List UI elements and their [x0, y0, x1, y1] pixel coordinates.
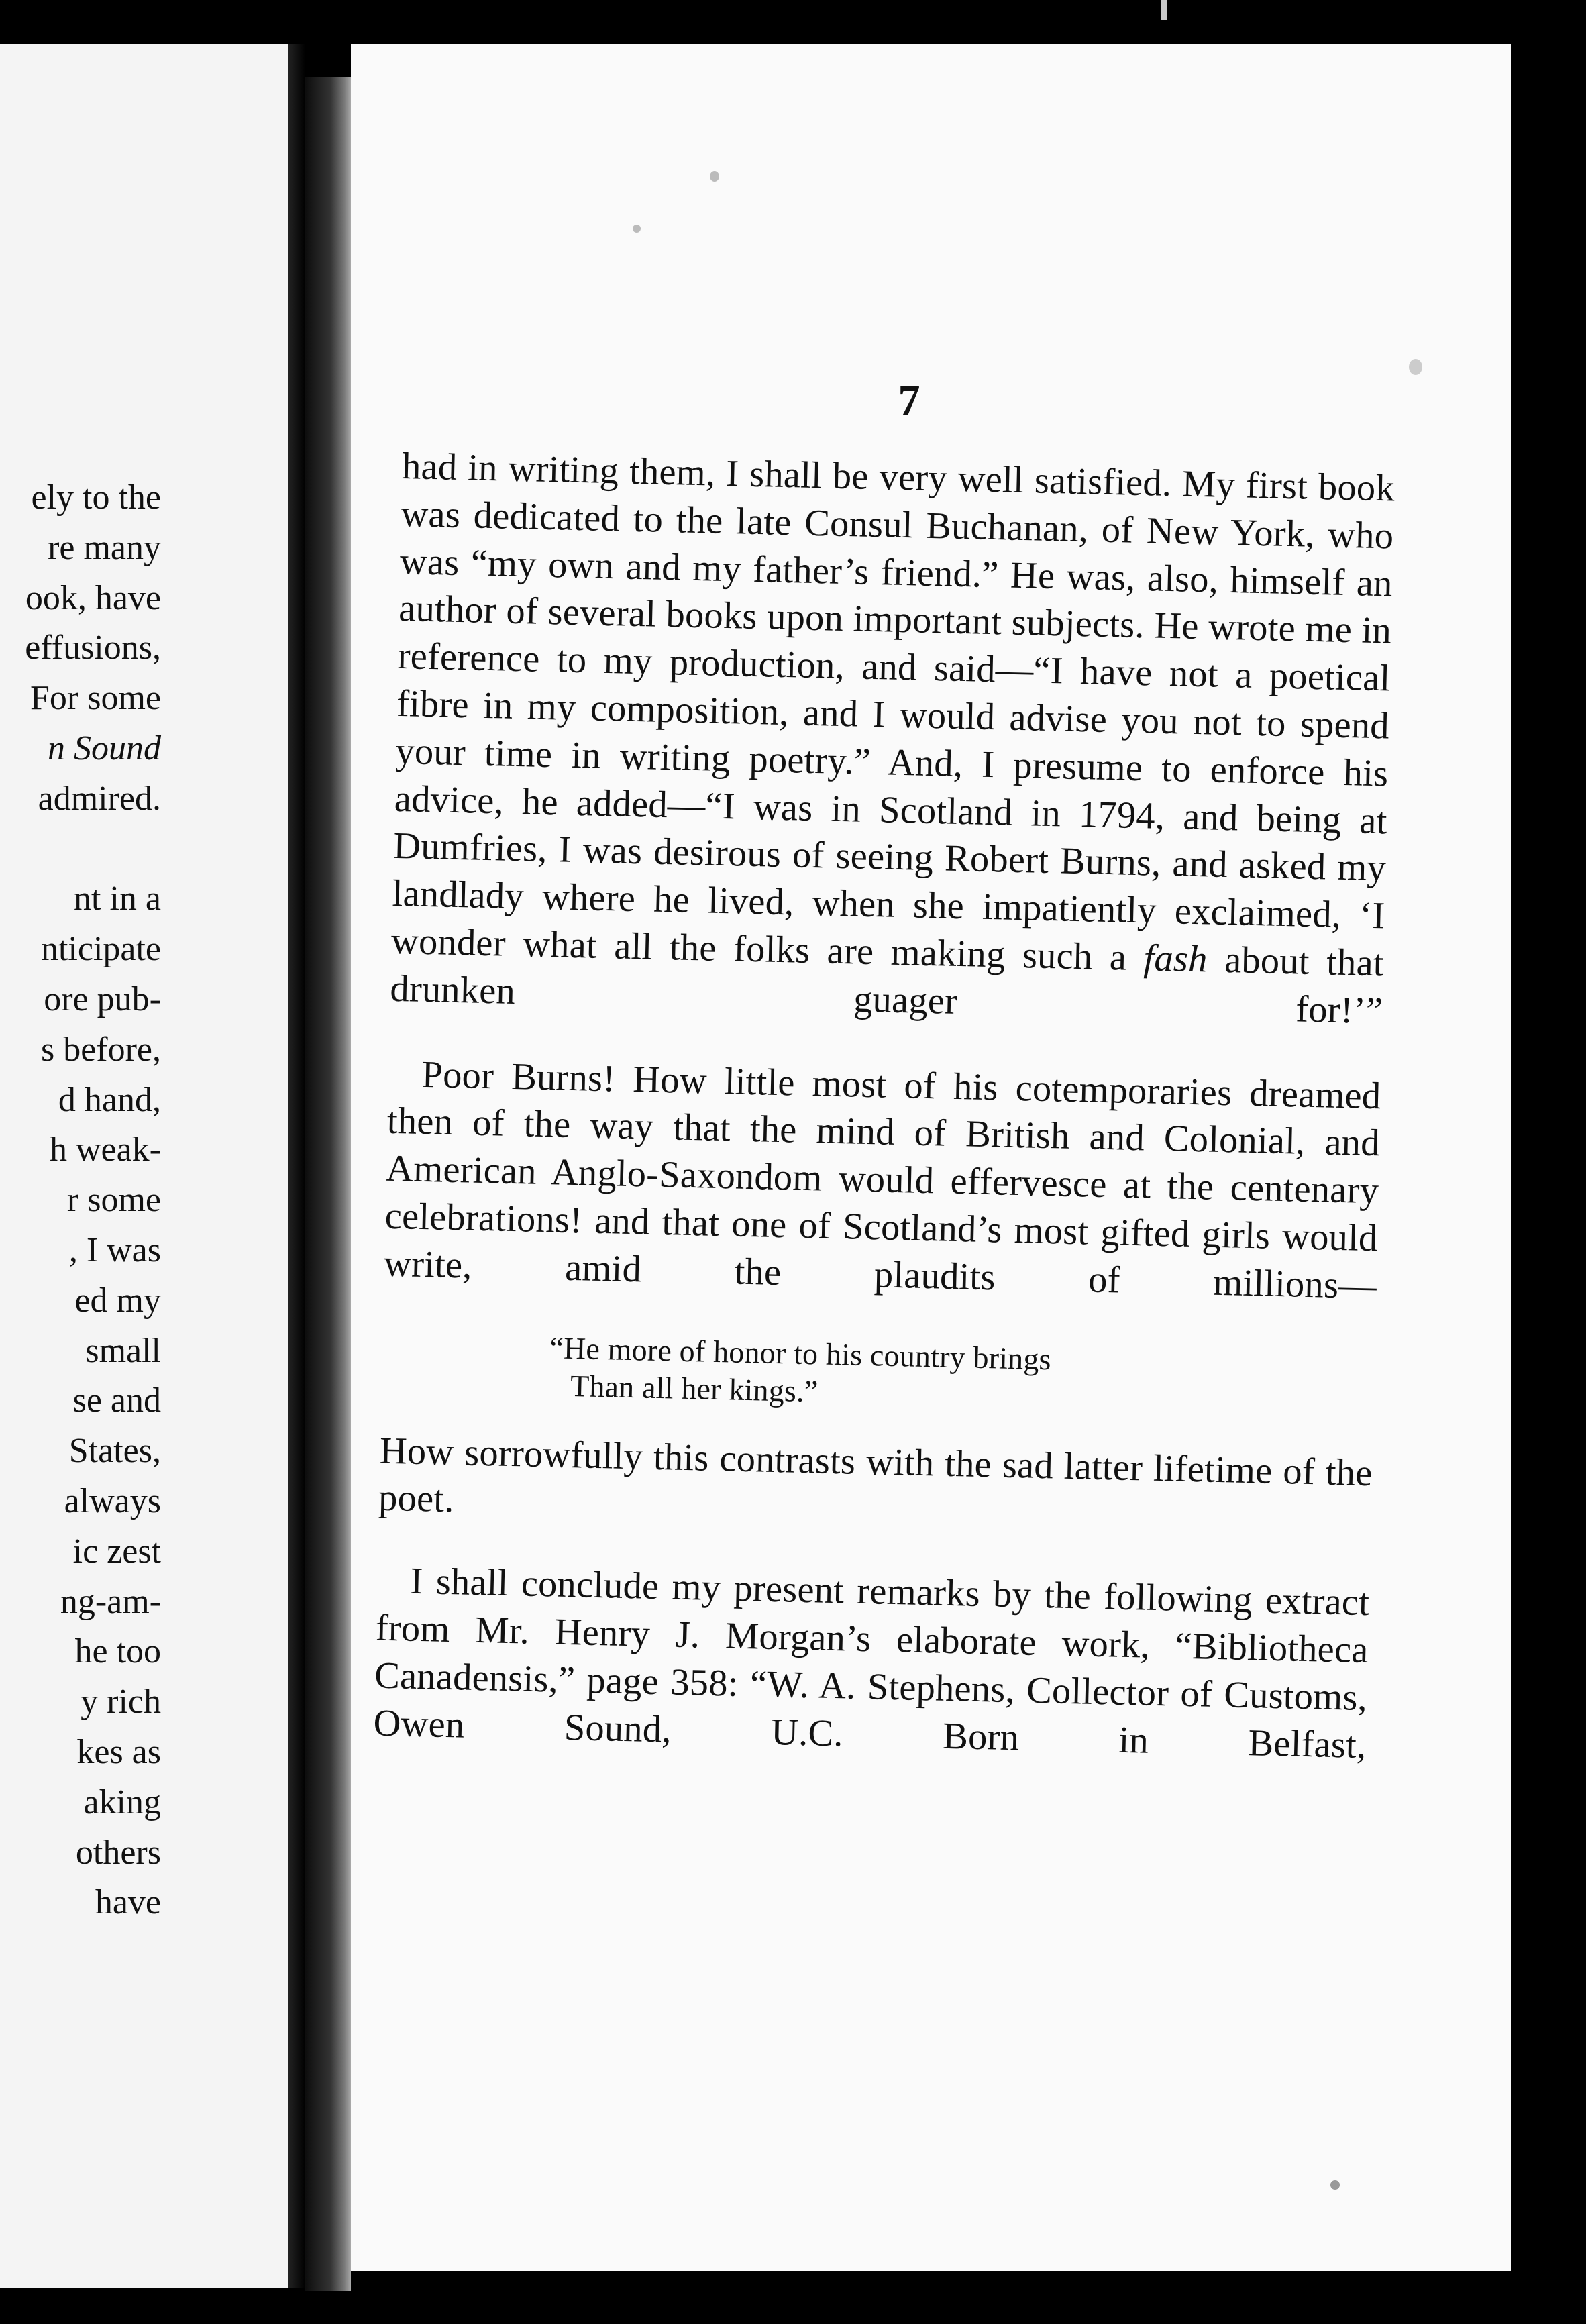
left-page-line: h weak- — [49, 1130, 161, 1169]
left-page-line: se and — [72, 1381, 161, 1420]
left-page-line: s before, — [40, 1030, 161, 1069]
left-page-line: others — [75, 1833, 161, 1872]
paragraph: I shall conclude my present remarks by the following extract from Mr. Henry J. Morgan’s elaborate work, “Bibliotheca Canadensis,” page 358: “W. A. Stephens, Collector of Customs, Owen Sound, U.C. Born in Belfast, — [372, 1560, 1370, 1766]
left-page-line: always — [64, 1481, 161, 1520]
left-page-line: States, — [68, 1432, 161, 1471]
left-page-line: For some — [30, 679, 161, 718]
left-page-line: aking — [83, 1783, 161, 1821]
left-page-line: nticipate — [40, 930, 161, 969]
left-page-line: ook, have — [25, 578, 161, 617]
scan-mark — [1161, 0, 1167, 20]
left-page-line: ely to the — [31, 478, 161, 517]
left-page-line: n Sound — [48, 729, 161, 768]
verse-line: “He more of honor to his country brings — [549, 1330, 1052, 1376]
left-page-line: have — [95, 1883, 161, 1922]
left-page-line: ng-am- — [60, 1582, 161, 1621]
left-page-line — [0, 825, 161, 875]
verse-quote — [549, 1329, 1228, 1420]
binding-gutter — [305, 77, 351, 2291]
facing-page-left — [0, 44, 288, 2288]
ink-smudge — [710, 171, 719, 182]
paragraph: How sorrowfully this contrasts with the sad latter lifetime of the poet. — [378, 1430, 1373, 1521]
left-page-line: ed my — [74, 1281, 161, 1320]
body-text — [373, 443, 1395, 1769]
left-page-line: nt in a — [74, 880, 161, 918]
left-page-line: re many — [48, 528, 161, 567]
ink-smudge — [633, 225, 641, 233]
left-page-line: ic zest — [72, 1532, 161, 1571]
left-page-line: kes as — [76, 1732, 161, 1771]
left-page-line: d hand, — [58, 1080, 161, 1119]
left-page-line: effusions, — [25, 629, 161, 668]
left-page-line: small — [85, 1331, 161, 1370]
verse-line: Than all her kings.” — [570, 1368, 818, 1408]
paragraph: had in writing them, I shall be very well satisfied. My first book was dedicated to the late Consul Buchanan, of New York, who was “my own and my father’s friend.” He was, also, himself an author of several books upon important subjects. He wrote me in reference to my production, and said—“I have not a poetical fibre in my composition, and I would advise you not to spend your time in writing poetry.” And, I presume to enforce his advice, he added—“I was in Scotland in 1794, and being at Dumfries, I was desirous of seeing Robert Burns, and asked my landlady where he lived, when she impatiently exclaimed, ‘I wonder what all the folks are making such a fash about that drunken guager for!’” — [389, 445, 1395, 1033]
ink-smudge — [1330, 2180, 1340, 2190]
paragraph: Poor Burns! How little most of his cotemporaries dreamed then of the way that the mind of British and Colonial, and American Anglo-Saxondom would effervesce at the centenary celebrations! and that one of Scotland’s most gifted girls would write, amid the plaudits of millions— — [383, 1053, 1381, 1308]
left-page-line: he too — [74, 1632, 161, 1671]
italic-word: fash — [1143, 937, 1208, 981]
left-page-line: y rich — [81, 1683, 161, 1722]
left-page-line: r some — [66, 1181, 161, 1220]
left-page-line: , I was — [68, 1230, 161, 1269]
left-page-text — [0, 473, 161, 1928]
gutter-edge — [288, 44, 305, 2288]
left-page-line: admired. — [38, 779, 161, 818]
left-page-line: ore pub- — [44, 980, 161, 1018]
ink-smudge — [1409, 359, 1422, 375]
scan-border-right — [1511, 0, 1586, 2324]
page-number: 7 — [898, 376, 920, 425]
